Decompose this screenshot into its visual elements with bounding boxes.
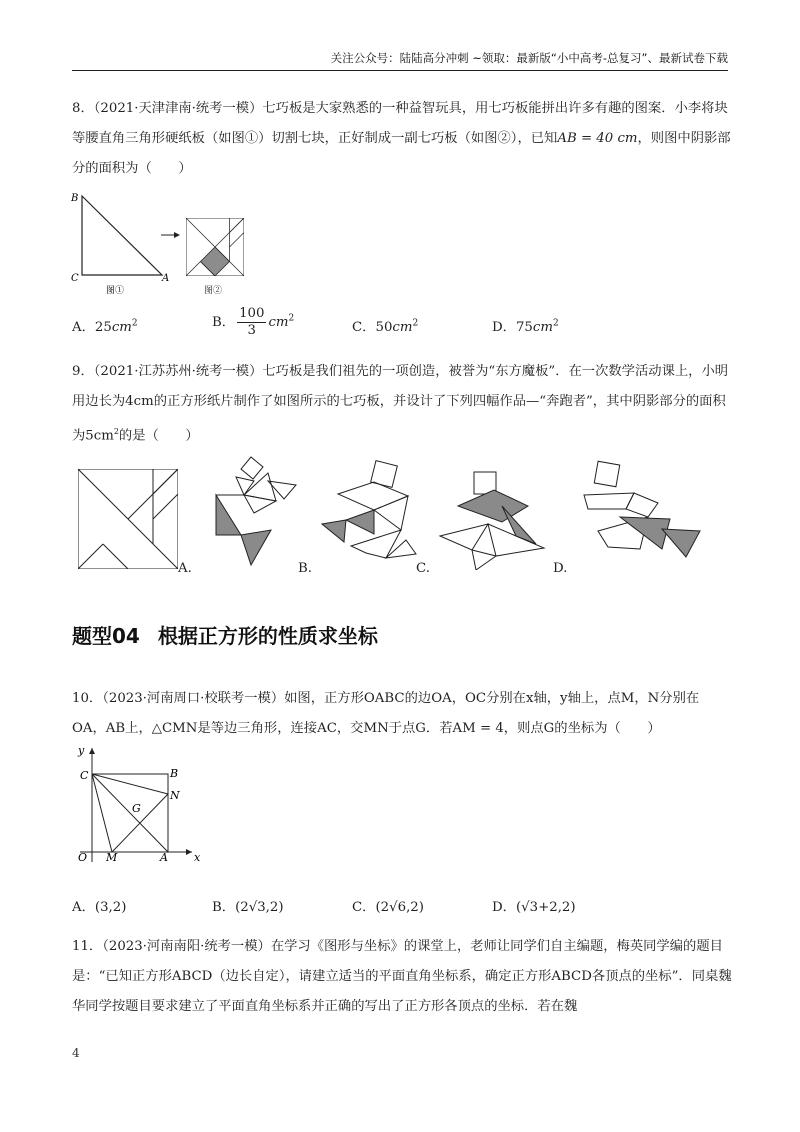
q10-label-x: x (194, 851, 201, 864)
q8-option-a-label: A． (72, 320, 95, 335)
q8-option-b-exp: 2 (288, 313, 295, 324)
q8-option-c-exp: 2 (412, 318, 419, 329)
q8-fig2-tangram (186, 218, 244, 276)
q8-option-c-value: 50 (375, 320, 393, 335)
q8-option-b-label: B． (212, 315, 236, 330)
question-9-text (72, 357, 732, 451)
q10-option-b-label: B． (212, 900, 236, 915)
q8-text-part1: 8．（2021·天津津南·统考一模）七巧板是大家熟悉的一种益智玩具，用七巧板能拼出许多有趣的图案．小李将块等腰直角三角形硬纸板（如图①）切割七块，正好制成一副七巧板（如图②），已知 (72, 101, 728, 146)
q9-sup: 2 (113, 427, 119, 436)
q10-option-d-value: (√3+2,2) (515, 900, 576, 915)
q10-label-B: B (170, 767, 179, 780)
q8-fig1-label-C: C (71, 273, 79, 284)
q10-option-a (72, 896, 126, 915)
page-header: 关注公众号：陆陆高分冲刺 ~领取：最新版“小中高考-总复习”、最新试卷下载 (330, 51, 728, 65)
q10-label-O: O (78, 851, 88, 864)
q10-option-a-label: A． (72, 900, 95, 915)
q10-option-d (492, 896, 576, 915)
q9-runner-e (578, 459, 704, 559)
q8-option-d-label: D． (492, 320, 516, 335)
q8-arrow-head (174, 232, 180, 238)
q9-text-part2: 的是（ ） (118, 428, 199, 444)
q8-option-b-num: 100 (239, 306, 265, 321)
q10-option-d-label: D． (492, 900, 516, 915)
q8-fig1-label-A: A (162, 273, 170, 284)
q9-runner-c (316, 458, 422, 568)
q10-figure (72, 740, 208, 864)
q8-option-c-unit: cm (392, 320, 413, 335)
q10-option-c (352, 896, 424, 915)
q8-option-c (352, 316, 418, 335)
q8-option-a-value: 25 (94, 320, 112, 335)
q9-label-a: A. (178, 561, 192, 576)
q8-option-d-exp: 2 (552, 318, 559, 329)
q8-option-b (212, 306, 294, 339)
question-10-text: 10．（2023·河南周口·校联考一模）如图，正方形OABC的边OA，OC分别在x轴，y轴上，点M，N分别在OA，AB上，△CMN是等边三角形，连接AC，交MN于点G．若AM = 4，则点G的坐标为（ ） (72, 691, 700, 736)
header-rule (72, 70, 728, 71)
q9-text-part1: 9．（2021·江苏苏州·统考一模）七巧板是我们祖先的一项创造，被誉为“东方魔板”．在一次数学活动课上，小明用边长为4cm的正方形纸片制作了如图所示的七巧板，并设计了下列四幅作品—“奔跑者”，其中阴影部分的面积为5cm (72, 364, 729, 444)
q8-option-b-fraction (237, 306, 266, 339)
q8-fig1-caption: 图① (106, 286, 125, 296)
section-title (72, 620, 378, 649)
q10-label-G: G (132, 802, 141, 815)
q10-label-M: M (106, 851, 118, 864)
q8-option-d (492, 316, 559, 335)
q10-label-C: C (80, 769, 89, 782)
q8-option-b-den: 3 (247, 323, 256, 338)
q10-option-b-value: (2√3,2) (235, 900, 284, 915)
q8-option-c-label: C． (352, 320, 376, 335)
q8-fig2-caption: 图② (204, 286, 223, 296)
q10-line-ca (92, 774, 168, 852)
q8-math: AB = 40 cm (557, 131, 638, 146)
q8-text-part2: ，则图中阴影部分的面积为（ ） (72, 131, 731, 176)
question-8-text (72, 94, 732, 184)
page-number: 4 (72, 1046, 80, 1060)
question-11-text: 11．（2023·河南南阳·统考一模）在学习《图形与坐标》的课堂上，老师让同学们自主编题，梅英同学编的题目是：“已知正方形ABCD（边长自定），请建立适当的平面直角坐标系，确定正方形ABCD各顶点的坐标”．同桌魏华同学按题目要求建立了平面直角坐标系并正确的写出了正方形各顶点的坐标．若在魏 (72, 939, 732, 1014)
q9-tangram-square (78, 469, 178, 569)
q8-option-a-exp: 2 (131, 318, 138, 329)
q10-line-cn (92, 774, 168, 794)
q10-option-c-label: C． (352, 900, 376, 915)
q9-label-b: B. (298, 561, 312, 576)
q10-label-y: y (78, 744, 85, 757)
section-heading: 根据正方形的性质求坐标 (157, 624, 378, 648)
q8-option-d-unit: cm (532, 320, 553, 335)
q9-runner-b (196, 455, 300, 567)
q10-option-c-value: (2√6,2) (375, 900, 424, 915)
q9-runner-d (436, 466, 548, 570)
q10-line-cm (92, 774, 112, 852)
q8-option-a (72, 316, 138, 335)
q8-fig2-shaded-square (201, 247, 230, 276)
q9-label-c: C. (416, 561, 430, 576)
q8-option-a-unit: cm (111, 320, 132, 335)
q8-option-b-unit: cm (268, 315, 289, 330)
section-number: 题型04 (72, 624, 140, 648)
q8-fig1-triangle (82, 196, 162, 275)
q10-label-A: A (160, 851, 168, 864)
q9-label-d: D. (553, 561, 568, 576)
q10-option-a-value: (3,2) (94, 900, 127, 915)
q8-fig1-label-B: B (71, 193, 79, 204)
q8-option-d-value: 75 (515, 320, 533, 335)
q10-label-N: N (170, 789, 180, 802)
q10-option-b (212, 896, 284, 915)
